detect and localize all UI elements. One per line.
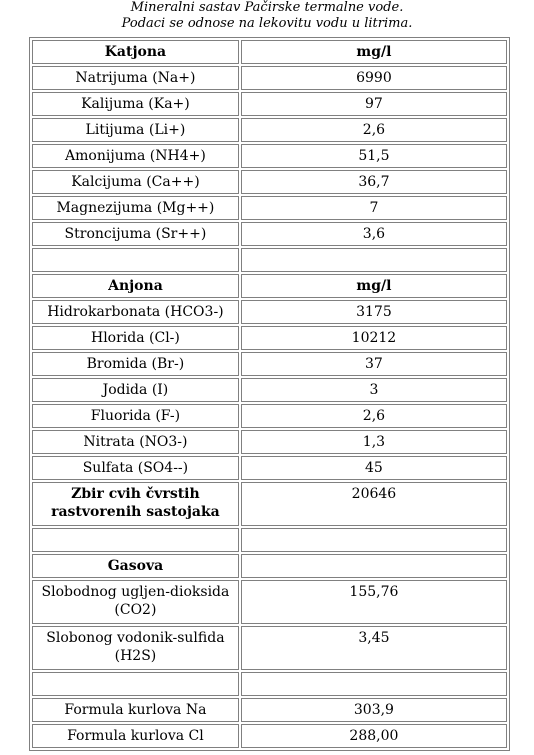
table-row <box>32 456 507 480</box>
ion-value: 2,6 <box>241 118 507 142</box>
table-row <box>32 326 507 350</box>
ion-name: Hidrokarbonata (HCO3-) <box>32 300 239 324</box>
anions-header-unit: mg/l <box>241 274 507 298</box>
anions-header-label: Anjona <box>32 274 239 298</box>
formula-value: 303,9 <box>241 698 507 722</box>
gases-header-row <box>32 554 507 578</box>
table-row <box>32 300 507 324</box>
formula-value: 288,00 <box>241 724 507 748</box>
empty-row <box>32 672 507 696</box>
empty-cell <box>32 248 239 272</box>
total-label: Zbir cvih čvrstih rastvorenih sastojaka <box>32 482 239 526</box>
ion-name: Stroncijuma (Sr++) <box>32 222 239 246</box>
table-row <box>32 352 507 376</box>
table-row <box>32 724 507 748</box>
ion-value: 3 <box>241 378 507 402</box>
cations-header-label: Katjona <box>32 40 239 64</box>
ion-value: 7 <box>241 196 507 220</box>
cations-header-row <box>32 40 507 64</box>
table-row <box>32 378 507 402</box>
table-row <box>32 430 507 454</box>
empty-cell <box>241 528 507 552</box>
gas-name: Slobodnog ugljen-dioksida (CO2) <box>32 580 239 624</box>
ion-name: Bromida (Br-) <box>32 352 239 376</box>
ion-value: 6990 <box>241 66 507 90</box>
ion-name: Hlorida (Cl-) <box>32 326 239 350</box>
ion-name: Kalcijuma (Ca++) <box>32 170 239 194</box>
ion-value: 37 <box>241 352 507 376</box>
table-row <box>32 404 507 428</box>
table-row <box>32 144 507 168</box>
ion-name: Jodida (I) <box>32 378 239 402</box>
cations-header-unit: mg/l <box>241 40 507 64</box>
gases-header-label: Gasova <box>32 554 239 578</box>
empty-cell <box>241 248 507 272</box>
total-row <box>32 482 507 526</box>
ion-name: Kalijuma (Ka+) <box>32 92 239 116</box>
empty-cell <box>32 672 239 696</box>
formula-name: Formula kurlova Na <box>32 698 239 722</box>
ion-value: 2,6 <box>241 404 507 428</box>
table-row <box>32 222 507 246</box>
ion-value: 36,7 <box>241 170 507 194</box>
ion-value: 51,5 <box>241 144 507 168</box>
caption-line-1: Mineralni sastav Pačirske termalne vode. <box>130 0 404 15</box>
empty-cell <box>32 528 239 552</box>
ion-value: 3175 <box>241 300 507 324</box>
ion-name: Litijuma (Li+) <box>32 118 239 142</box>
table-row <box>32 170 507 194</box>
gas-value: 3,45 <box>241 626 507 670</box>
ion-value: 45 <box>241 456 507 480</box>
table-row <box>32 580 507 624</box>
gas-name: Slobonog vodonik-sulfida (H2S) <box>32 626 239 670</box>
ion-name: Sulfata (SO4--) <box>32 456 239 480</box>
gas-value: 155,76 <box>241 580 507 624</box>
empty-row <box>32 528 507 552</box>
table-row <box>32 626 507 670</box>
total-value: 20646 <box>241 482 507 526</box>
table-caption <box>0 0 534 32</box>
empty-cell <box>241 672 507 696</box>
ion-value: 3,6 <box>241 222 507 246</box>
table-row <box>32 118 507 142</box>
ion-name: Magnezijuma (Mg++) <box>32 196 239 220</box>
ion-value: 1,3 <box>241 430 507 454</box>
formula-name: Formula kurlova Cl <box>32 724 239 748</box>
empty-row <box>32 248 507 272</box>
ion-name: Amonijuma (NH4+) <box>32 144 239 168</box>
table-row <box>32 92 507 116</box>
ion-name: Natrijuma (Na+) <box>32 66 239 90</box>
caption-line-2: Podaci se odnose na lekovitu vodu u litrima. <box>121 16 413 31</box>
ion-name: Nitrata (NO3-) <box>32 430 239 454</box>
empty-cell <box>241 554 507 578</box>
ion-value: 10212 <box>241 326 507 350</box>
ion-value: 97 <box>241 92 507 116</box>
table-row <box>32 66 507 90</box>
ion-name: Fluorida (F-) <box>32 404 239 428</box>
anions-header-row <box>32 274 507 298</box>
table-row <box>32 196 507 220</box>
table-row <box>32 698 507 722</box>
mineral-composition-table <box>29 37 510 751</box>
